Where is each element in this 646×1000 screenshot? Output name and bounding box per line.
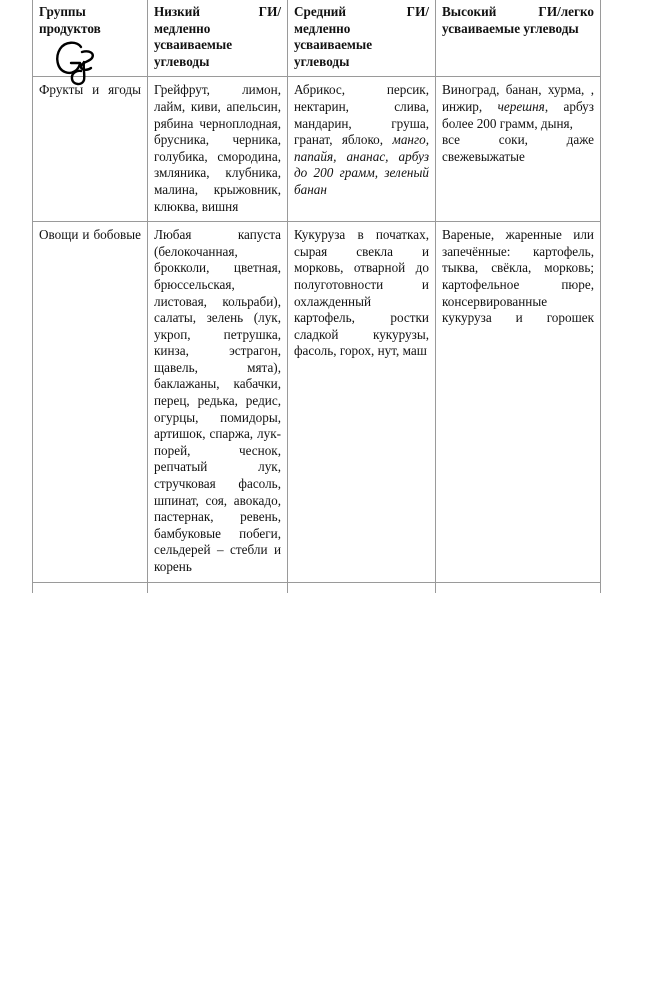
row-fruits-medium-gi bbox=[288, 77, 436, 222]
column-header-group-label: Группы продуктов bbox=[39, 4, 101, 36]
row-vegetables-high-gi-text-lead: Вареные, жаренные или запечённые: картофель, тыква, свёкла, морковь; картофельное пюре, консервированные bbox=[442, 227, 594, 309]
row-fruits-low-gi-text: Грейфрут, лимон, лайм, киви, апельсин, рябина черноплодная, брусника, черника, голубика, смородина, змляника, клубника, малина, крыжовник, клюква, вишня bbox=[154, 82, 281, 214]
table-row-partial bbox=[33, 582, 601, 593]
row-vegetables-low-gi-text: Любая капуста (белокочанная, брокколи, цветная, брюссельская, листовая, кольраби), салаты, зелень (лук, укроп, петрушка, кинза, эстрагон, щавель, мята), баклажаны, кабачки, перец, редька, редис, огурцы, помидоры, артишок, спаржа, лук-порей, чеснок, репчатый лук, стручковая фасоль, шпинат, соя, авокадо, пастернак, ревень, бамбуковые побеги, сельдерей – стебли и корень bbox=[154, 227, 281, 574]
row-fruits-high-gi-text-lead: Виноград, банан, хурма, , инжир, bbox=[442, 82, 594, 114]
row-partial-group bbox=[33, 582, 148, 593]
row-fruits-high-gi-text-tail: , арбуз более 200 грамм, дыня, bbox=[442, 98, 594, 131]
row-vegetables-high-gi-text-tail: кукуруза и горошек bbox=[442, 310, 594, 326]
table-row bbox=[33, 222, 601, 582]
column-header-medium-gi bbox=[288, 0, 436, 77]
column-header-high-gi-label: Высокий ГИ/легко усваиваемые углеводы bbox=[442, 4, 594, 36]
column-header-low-gi bbox=[148, 0, 288, 77]
row-partial-high-gi bbox=[436, 582, 601, 593]
row-vegetables-medium-gi-text: Кукуруза в початках, сырая свекла и морковь, отварной до полуготовности и охлажденный картофель, ростки сладкой кукурузы, фасоль, горох, нут, маш bbox=[294, 227, 429, 359]
column-header-group bbox=[33, 0, 148, 77]
row-vegetables-medium-gi bbox=[288, 222, 436, 582]
row-vegetables-low-gi bbox=[148, 222, 288, 582]
row-fruits-medium-gi-text-italic: манго, папайя, ананас, арбуз до 200 грамм, зеленый банан bbox=[294, 132, 429, 197]
row-fruits-low-gi bbox=[148, 77, 288, 222]
row-fruits-group-label: Фрукты и ягоды bbox=[39, 82, 141, 98]
row-vegetables-high-gi bbox=[436, 222, 601, 582]
row-vegetables-group bbox=[33, 222, 148, 582]
table-header-row bbox=[33, 0, 601, 77]
row-fruits-high-gi-text-italic: черешня bbox=[497, 98, 545, 114]
table-row bbox=[33, 77, 601, 222]
row-partial-low-gi bbox=[148, 582, 288, 593]
column-header-medium-gi-label: Средний ГИ/ медленно усваиваемые углеводы bbox=[294, 4, 429, 69]
row-fruits-high-gi bbox=[436, 77, 601, 222]
column-header-high-gi bbox=[436, 0, 601, 77]
row-fruits-medium-gi-text-regular: Абрикос, персик, нектарин, слива, мандарин, груша, гранат, яблоко, bbox=[294, 82, 429, 148]
row-vegetables-group-label: Овощи и бобовые bbox=[39, 227, 141, 243]
column-header-low-gi-label: Низкий ГИ/ медленно усваиваемые углеводы bbox=[154, 4, 281, 69]
row-fruits-high-gi-text-juices: все соки, даже свежевыжатые bbox=[442, 132, 594, 164]
glycemic-index-table bbox=[32, 0, 601, 593]
row-fruits-group bbox=[33, 77, 148, 222]
row-partial-medium-gi bbox=[288, 582, 436, 593]
